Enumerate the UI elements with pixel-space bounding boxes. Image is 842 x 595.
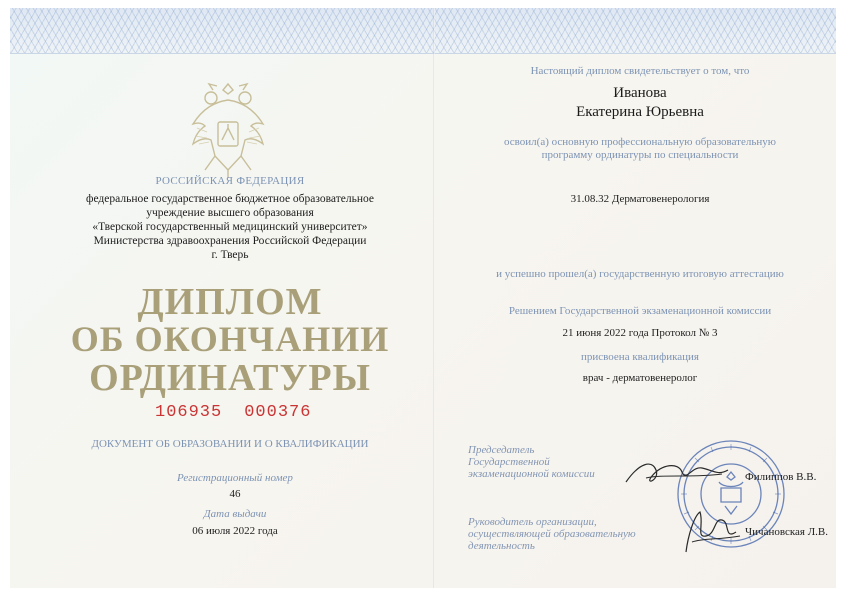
head-label [468,516,636,552]
chair-label [468,444,595,480]
protocol-info: 21 июня 2022 года Протокол № 3 [562,327,718,339]
graduate-given-names: Екатерина Юрьевна [576,104,704,120]
chair-name: Филиппов В.В. [745,471,817,483]
mastered-line: программу ординатуры по специальности [541,149,739,161]
registration-number: 46 [229,488,241,500]
qualification-label: присвоена квалификация [581,351,699,363]
diploma-document [10,8,836,588]
chair-label-line: Государственной [468,456,550,468]
mastered-line: освоил(а) основную профессиональную образовательную [504,136,776,148]
attestation-text: и успешно прошел(а) государственную итоговую аттестацию [496,268,784,280]
head-label-line: Руководитель организации, [468,516,597,528]
head-label-line: деятельность [468,540,535,552]
registration-label: Регистрационный номер [177,472,293,484]
document-type: ДОКУМЕНТ ОБ ОБРАЗОВАНИИ И О КВАЛИФИКАЦИИ [91,438,369,450]
diploma-title-line: ОРДИНАТУРЫ [89,357,371,399]
issue-date-label: Дата выдачи [203,508,267,520]
head-label-line: осуществляющей образовательную [468,528,636,540]
institution-line: учреждение высшего образования [146,207,314,219]
issue-date: 06 июля 2022 года [192,525,278,537]
page-fold [433,8,435,588]
head-name: Чичановская Л.В. [745,526,829,538]
serial-number-value: 000376 [244,403,312,422]
institution-line: «Тверской государственный медицинский университет» [92,221,368,233]
double-headed-eagle-emblem-icon [185,78,271,180]
graduate-surname: Иванова [613,85,667,101]
qualification: врач - дерматовенеролог [582,372,698,384]
institution-line: Министерства здравоохранения Российской Федерации [93,235,367,247]
chair-signature [622,456,732,492]
serial-number [155,403,333,422]
intro-text: Настоящий диплом свидетельствует о том, что [530,65,750,77]
speciality: 31.08.32 Дерматовенерология [570,193,710,205]
diploma-title-line: ОБ ОКОНЧАНИИ [70,319,390,359]
chair-label-line: Председатель [468,444,535,456]
institution-name [80,192,380,262]
head-signature [678,506,748,558]
commission-decision: Решением Государственной экзаменационной комиссии [508,305,772,317]
institution-line: г. Тверь [211,249,249,261]
guilloche-border [10,8,836,54]
chair-label-line: экзаменационной комиссии [468,468,595,480]
country-name: РОССИЙСКАЯ ФЕДЕРАЦИЯ [155,175,305,187]
serial-series: 106935 [155,403,223,422]
diploma-title-line: ДИПЛОМ [137,281,323,323]
institution-line: федеральное государственное бюджетное образовательное [86,193,374,205]
mastered-text [450,136,830,162]
